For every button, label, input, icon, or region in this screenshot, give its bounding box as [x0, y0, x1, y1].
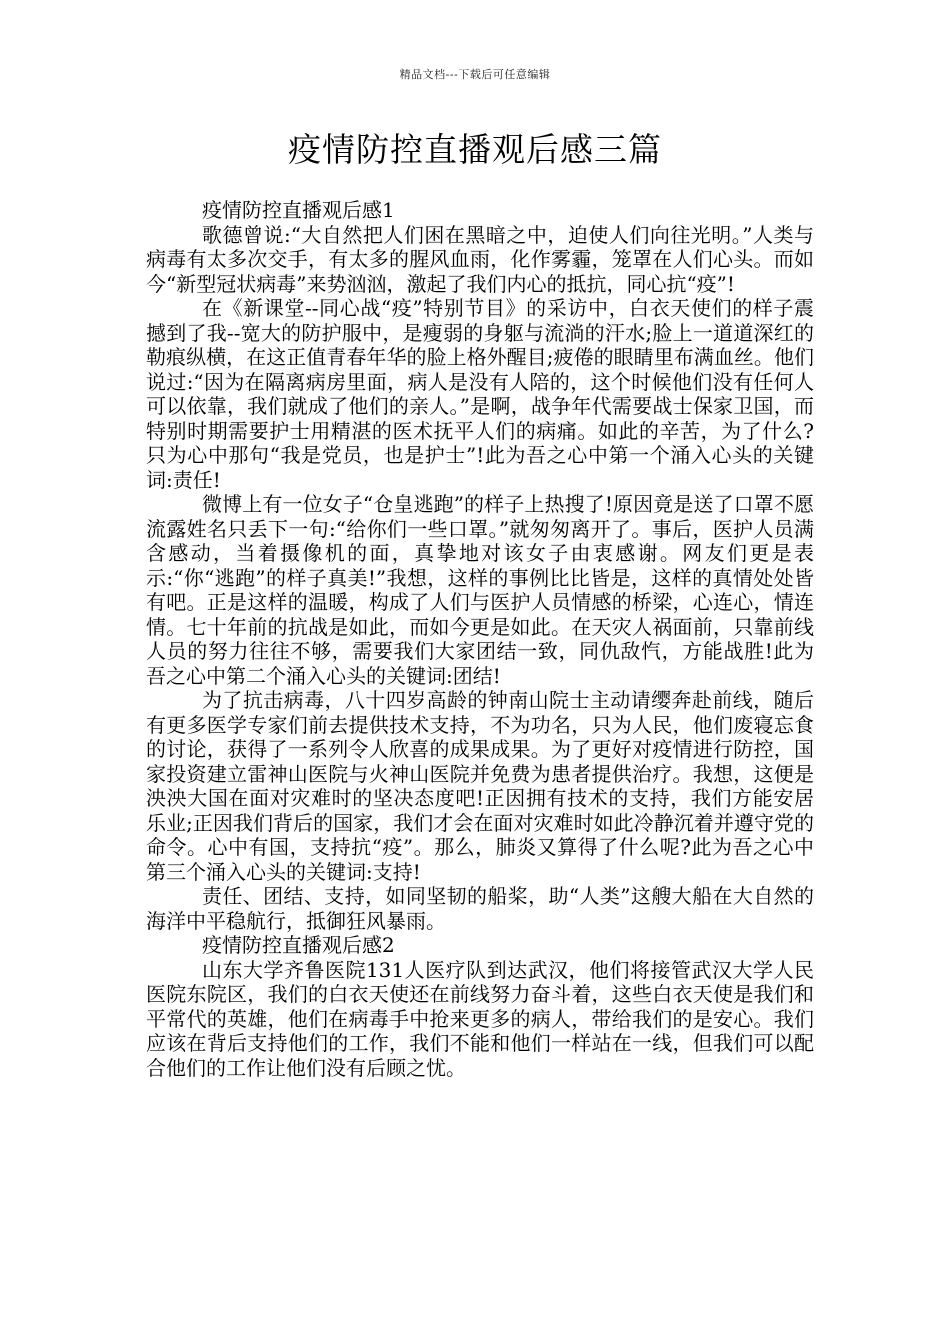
paragraph-4: 为了抗击病毒，八十四岁高龄的钟南山院士主动请缨奔赴前线，随后有更多医学专家们前去提供技术支持，不为功名，只为人民，他们废寝忘食的讨论，获得了一系列令人欣喜的成果成果。为了更好对疫情进行防控，国家投资建立雷神山医院与火神山医院并免费为患者提供治疗。我想，这便是泱泱大国在面对灾难时的坚决态度吧!正因拥有技术的支持，我们方能安居乐业;正因我们背后的国家，我们才会在面对灾难时如此冷静沉着并遵守党的命令。心中有国，支持抗“疫”。那么，肺炎又算得了什么呢?此为吾之心中第三个涌入心头的关键词:支持!: [146, 688, 814, 884]
paragraph-3: 微博上有一位女子“仓皇逃跑”的样子上热搜了!原因竟是送了口罩不愿流露姓名只丢下一句:“给你们一些口罩。”就匆匆离开了。事后，医护人员满含感动，当着摄像机的面，真挚地对该女子由衷感谢。网友们更是表示:“你“逃跑”的样子真美!”我想，这样的事例比比皆是，这样的真情处处皆有吧。正是这样的温暖，构成了人们与医护人员情感的桥梁，心连心，情连情。七十年前的抗战是如此，而如今更是如此。在天灾人祸面前，只靠前线人员的努力往往不够，需要我们大家团结一致，同仇敌忾，方能战胜!此为吾之心中第二个涌入心头的关键词:团结!: [146, 492, 814, 688]
paragraph-6: 山东大学齐鲁医院131人医疗队到达武汉，他们将接管武汉大学人民医院东院区，我们的白衣天使还在前线努力奋斗着，这些白衣天使是我们和平常代的英雄，他们在病毒手中抢来更多的病人，带给我们的是安心。我们应该在背后支持他们的工作，我们不能和他们一样站在一线，但我们可以配合他们的工作让他们没有后顾之忧。: [146, 957, 814, 1080]
header-note: 精品文档---下载后可任意编辑: [399, 68, 551, 81]
section-heading-2: 疫情防控直播观后感2: [202, 933, 395, 957]
document-body: [146, 198, 814, 1080]
document-title: 疫情防控直播观后感三篇: [288, 130, 662, 169]
paragraph-2: 在《新课堂--同心战“疫”特别节目》的采访中，白衣天使们的样子震撼到了我--宽大的防护服中，是瘦弱的身躯与流淌的汗水;脸上一道道深红的勒痕纵横，在这正值青春年华的脸上格外醒目;疲倦的眼睛里布满血丝。他们说过:“因为在隔离病房里面，病人是没有人陪的，这个时候他们没有任何人可以依靠，我们就成了他们的亲人。”是啊，战争年代需要战士保家卫国，而特别时期需要护士用精湛的医术抚平人们的病痛。如此的辛苦，为了什么?只为心中那句“我是党员，也是护士”!此为吾之心中第一个涌入心头的关键词:责任!: [146, 296, 814, 492]
paragraph-1: 歌德曾说:“大自然把人们困在黑暗之中，迫使人们向往光明。”人类与病毒有太多次交手，有太多的腥风血雨，化作雾霾，笼罩在人们心头。而如今“新型冠状病毒”来势汹汹，激起了我们内心的抵抗，同心抗“疫”!: [146, 222, 814, 296]
paragraph-5: 责任、团结、支持，如同坚韧的船桨，助“人类”这艘大船在大自然的海洋中平稳航行，抵御狂风暴雨。: [146, 884, 814, 933]
section-heading-1: 疫情防控直播观后感1: [202, 198, 395, 222]
